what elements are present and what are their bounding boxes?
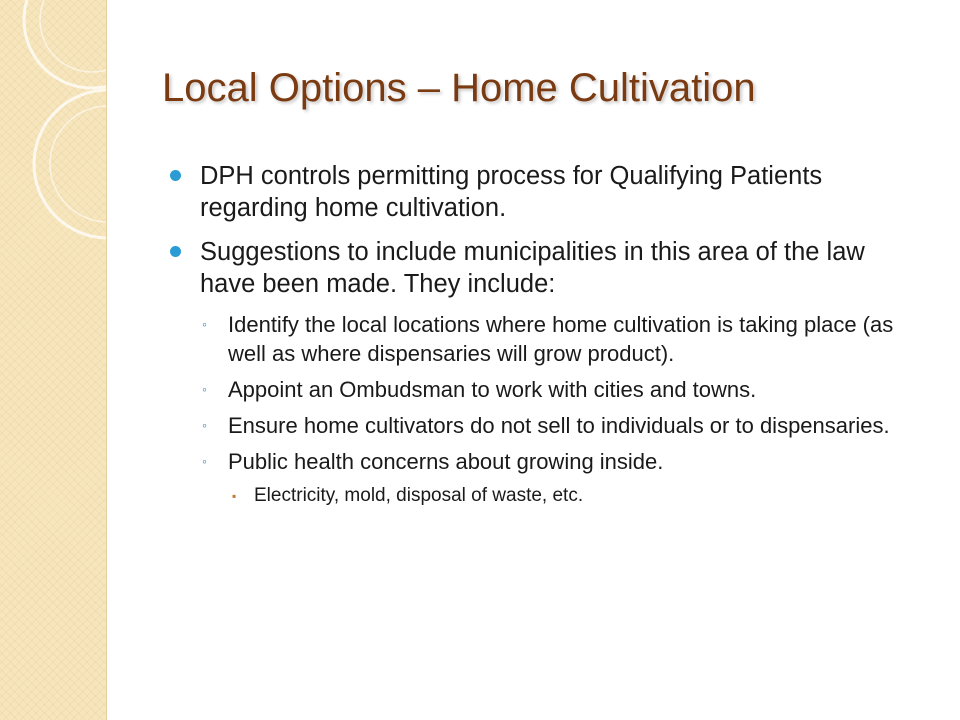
sub-bullet-text: Ensure home cultivators do not sell to individuals or to dispensaries. [228, 413, 890, 438]
sub-list-item [162, 447, 922, 476]
sub-bullet-text: Appoint an Ombudsman to work with cities and towns. [228, 377, 757, 402]
list-item [162, 160, 922, 224]
list-item [162, 236, 922, 300]
filled-circle-bullet-icon [170, 170, 181, 181]
decorative-side-panel [0, 0, 107, 720]
sub-list-item [162, 411, 922, 440]
sub-sub-bullet-text: Electricity, mold, disposal of waste, etc. [254, 485, 584, 506]
sub-list-item [162, 375, 922, 404]
bullet-text: DPH controls permitting process for Qualifying Patients regarding home cultivation. [200, 162, 823, 222]
bullet-list [162, 160, 922, 509]
open-circle-bullet-icon: ◦ [202, 417, 207, 433]
open-circle-bullet-icon: ◦ [202, 381, 207, 397]
sub-bullet-text: Public health concerns about growing inside. [228, 449, 664, 474]
filled-circle-bullet-icon [170, 246, 181, 257]
decorative-circles-graphic [0, 0, 106, 720]
small-square-bullet-icon: ▪ [232, 489, 237, 503]
sub-list-item [162, 310, 922, 368]
slide-title: Local Options – Home Cultivation [162, 66, 756, 110]
bullet-text: Suggestions to include municipalities in this area of the law have been made. They include: [200, 238, 865, 298]
open-circle-bullet-icon: ◦ [202, 453, 207, 469]
sub-bullet-text: Identify the local locations where home cultivation is taking place (as well as where dispensaries will grow product). [228, 312, 894, 366]
sub-sub-list-item [162, 483, 922, 509]
open-circle-bullet-icon: ◦ [202, 316, 207, 332]
